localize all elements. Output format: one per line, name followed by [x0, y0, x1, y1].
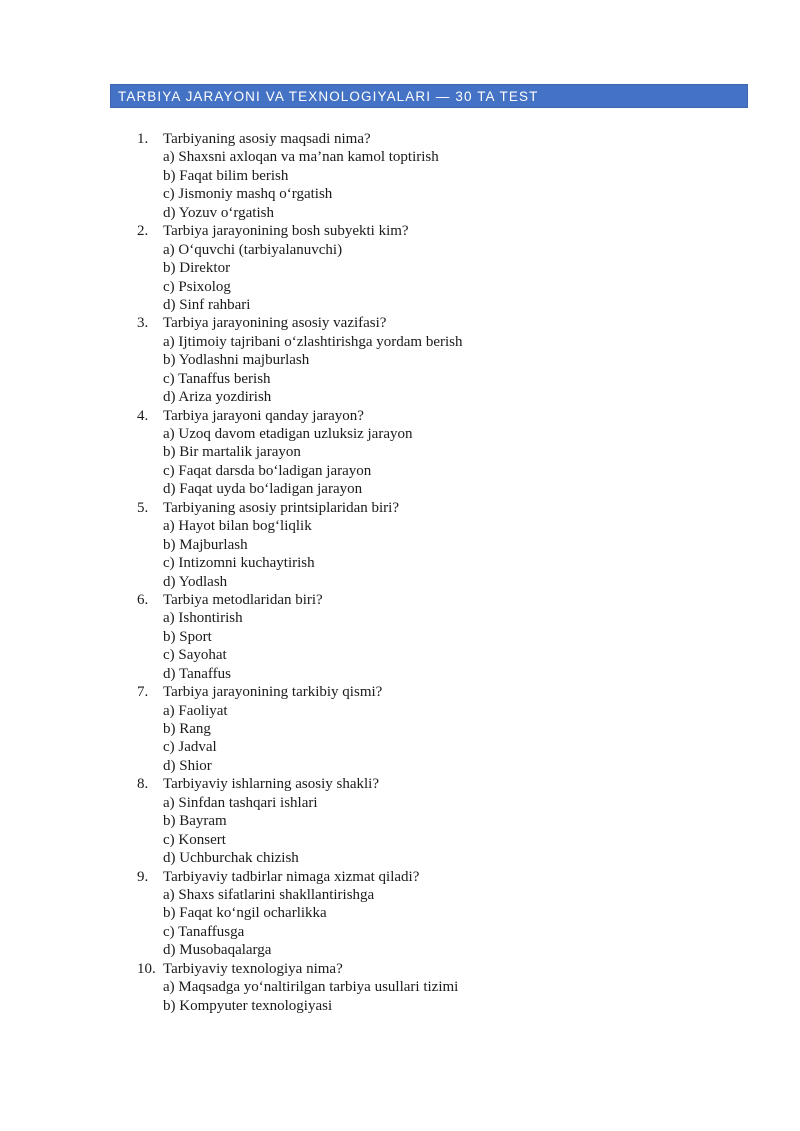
title-bar	[110, 84, 748, 108]
answer-option: b) Bayram	[163, 813, 227, 830]
answer-option: c) Jadval	[163, 739, 217, 756]
question-item	[137, 314, 777, 406]
answer-option: b) Rang	[163, 721, 211, 737]
question-row	[137, 775, 777, 793]
question-options	[163, 148, 777, 222]
question-text: Tarbiyaviy ishlarning asosiy shakli?	[163, 776, 379, 793]
answer-option: a) Uzoq davom etadigan uzluksiz jarayon	[163, 426, 413, 442]
question-number: 3.	[137, 315, 149, 332]
question-item	[137, 775, 777, 867]
answer-option: a) Hayot bilan bog‘liqlik	[163, 518, 312, 535]
answer-option: d) Tanaffus	[163, 665, 231, 682]
question-row	[137, 960, 777, 978]
answer-option: d) Sinf rahbari	[163, 296, 251, 313]
question-row	[137, 499, 777, 517]
answer-option: c) Intizomni kuchaytirish	[163, 555, 315, 572]
answer-option: a) Maqsadga yo‘naltirilgan tarbiya usullari tizimi	[163, 979, 459, 996]
question-text: Tarbiya jarayonining asosiy vazifasi?	[163, 315, 387, 332]
question-number: 1.	[137, 131, 149, 147]
question-item	[137, 222, 777, 314]
question-text: Tarbiyaning asosiy maqsadi nima?	[163, 131, 371, 147]
answer-option: c) Jismoniy mashq o‘rgatish	[163, 186, 333, 203]
question-item	[137, 683, 777, 775]
answer-option: b) Bir martalik jarayon	[163, 444, 301, 461]
question-text: Tarbiya jarayonining tarkibiy qismi?	[163, 684, 383, 701]
answer-option: d) Yozuv o‘rgatish	[163, 204, 274, 221]
answer-option: a) O‘quvchi (tarbiyalanuvchi)	[163, 241, 343, 258]
answer-option: c) Tanaffus berish	[163, 370, 271, 387]
question-number: 4.	[137, 407, 149, 424]
question-options	[163, 425, 777, 499]
answer-option: b) Faqat ko‘ngil ocharlikka	[163, 905, 327, 922]
answer-option: a) Sinfdan tashqari ishlari	[163, 794, 318, 811]
question-text: Tarbiyaning asosiy printsiplaridan biri?	[163, 499, 399, 516]
question-item	[137, 499, 777, 591]
question-number: 8.	[137, 776, 149, 793]
question-text: Tarbiyaviy texnologiya nima?	[163, 960, 343, 977]
question-text: Tarbiya metodlaridan biri?	[163, 591, 323, 608]
answer-option: b) Yodlashni majburlash	[163, 352, 310, 369]
question-options	[163, 241, 777, 315]
question-row	[137, 683, 777, 701]
question-options	[163, 333, 777, 407]
answer-option: b) Faqat bilim berish	[163, 167, 289, 184]
question-options	[163, 978, 777, 1015]
question-row	[137, 591, 777, 609]
question-text: Tarbiya jarayonining bosh subyekti kim?	[163, 223, 409, 240]
answer-option: c) Konsert	[163, 831, 226, 848]
question-number: 7.	[137, 684, 149, 701]
question-item	[137, 868, 777, 960]
question-row	[137, 868, 777, 886]
question-options	[163, 609, 777, 683]
answer-option: b) Direktor	[163, 260, 231, 277]
question-options	[163, 517, 777, 591]
question-number: 5.	[137, 499, 149, 516]
answer-option: d) Yodlash	[163, 573, 228, 590]
question-number: 6.	[137, 591, 149, 608]
answer-option: d) Musobaqalarga	[163, 942, 272, 959]
answer-option: d) Faqat uyda bo‘ladigan jarayon	[163, 481, 363, 498]
question-list	[137, 130, 777, 1015]
answer-option: a) Shaxs sifatlarini shakllantirishga	[163, 886, 375, 903]
answer-option: b) Majburlash	[163, 536, 248, 553]
question-item	[137, 407, 777, 499]
question-item	[137, 591, 777, 683]
answer-option: c) Faqat darsda bo‘ladigan jarayon	[163, 462, 372, 479]
question-number: 9.	[137, 868, 149, 885]
question-row	[137, 130, 777, 148]
question-options	[163, 702, 777, 776]
answer-option: a) Ijtimoiy tajribani o‘zlashtirishga yordam berish	[163, 333, 463, 350]
question-options	[163, 886, 777, 960]
answer-option: c) Psixolog	[163, 278, 231, 295]
question-item	[137, 960, 777, 1015]
answer-option: b) Kompyuter texnologiyasi	[163, 997, 333, 1014]
question-text: Tarbiyaviy tadbirlar nimaga xizmat qiladi?	[163, 868, 420, 885]
question-options	[163, 794, 777, 868]
answer-option: a) Ishontirish	[163, 610, 243, 627]
page-title: TARBIYA JARAYONI VA TEXNOLOGIYALARI — 30 TA TEST	[118, 88, 539, 104]
answer-option: d) Ariza yozdirish	[163, 389, 272, 406]
question-item	[137, 130, 777, 222]
question-row	[137, 222, 777, 240]
answer-option: d) Shior	[163, 757, 212, 774]
question-row	[137, 314, 777, 332]
question-number: 2.	[137, 223, 149, 240]
answer-option: c) Tanaffusga	[163, 923, 245, 940]
answer-option: b) Sport	[163, 628, 212, 645]
question-text: Tarbiya jarayoni qanday jarayon?	[163, 407, 364, 424]
answer-option: a) Faoliyat	[163, 702, 228, 719]
answer-option: c) Sayohat	[163, 647, 227, 664]
answer-option: d) Uchburchak chizish	[163, 850, 299, 867]
question-row	[137, 407, 777, 425]
answer-option: a) Shaxsni axloqan va ma’nan kamol toptirish	[163, 149, 439, 166]
question-number: 10.	[137, 960, 156, 977]
